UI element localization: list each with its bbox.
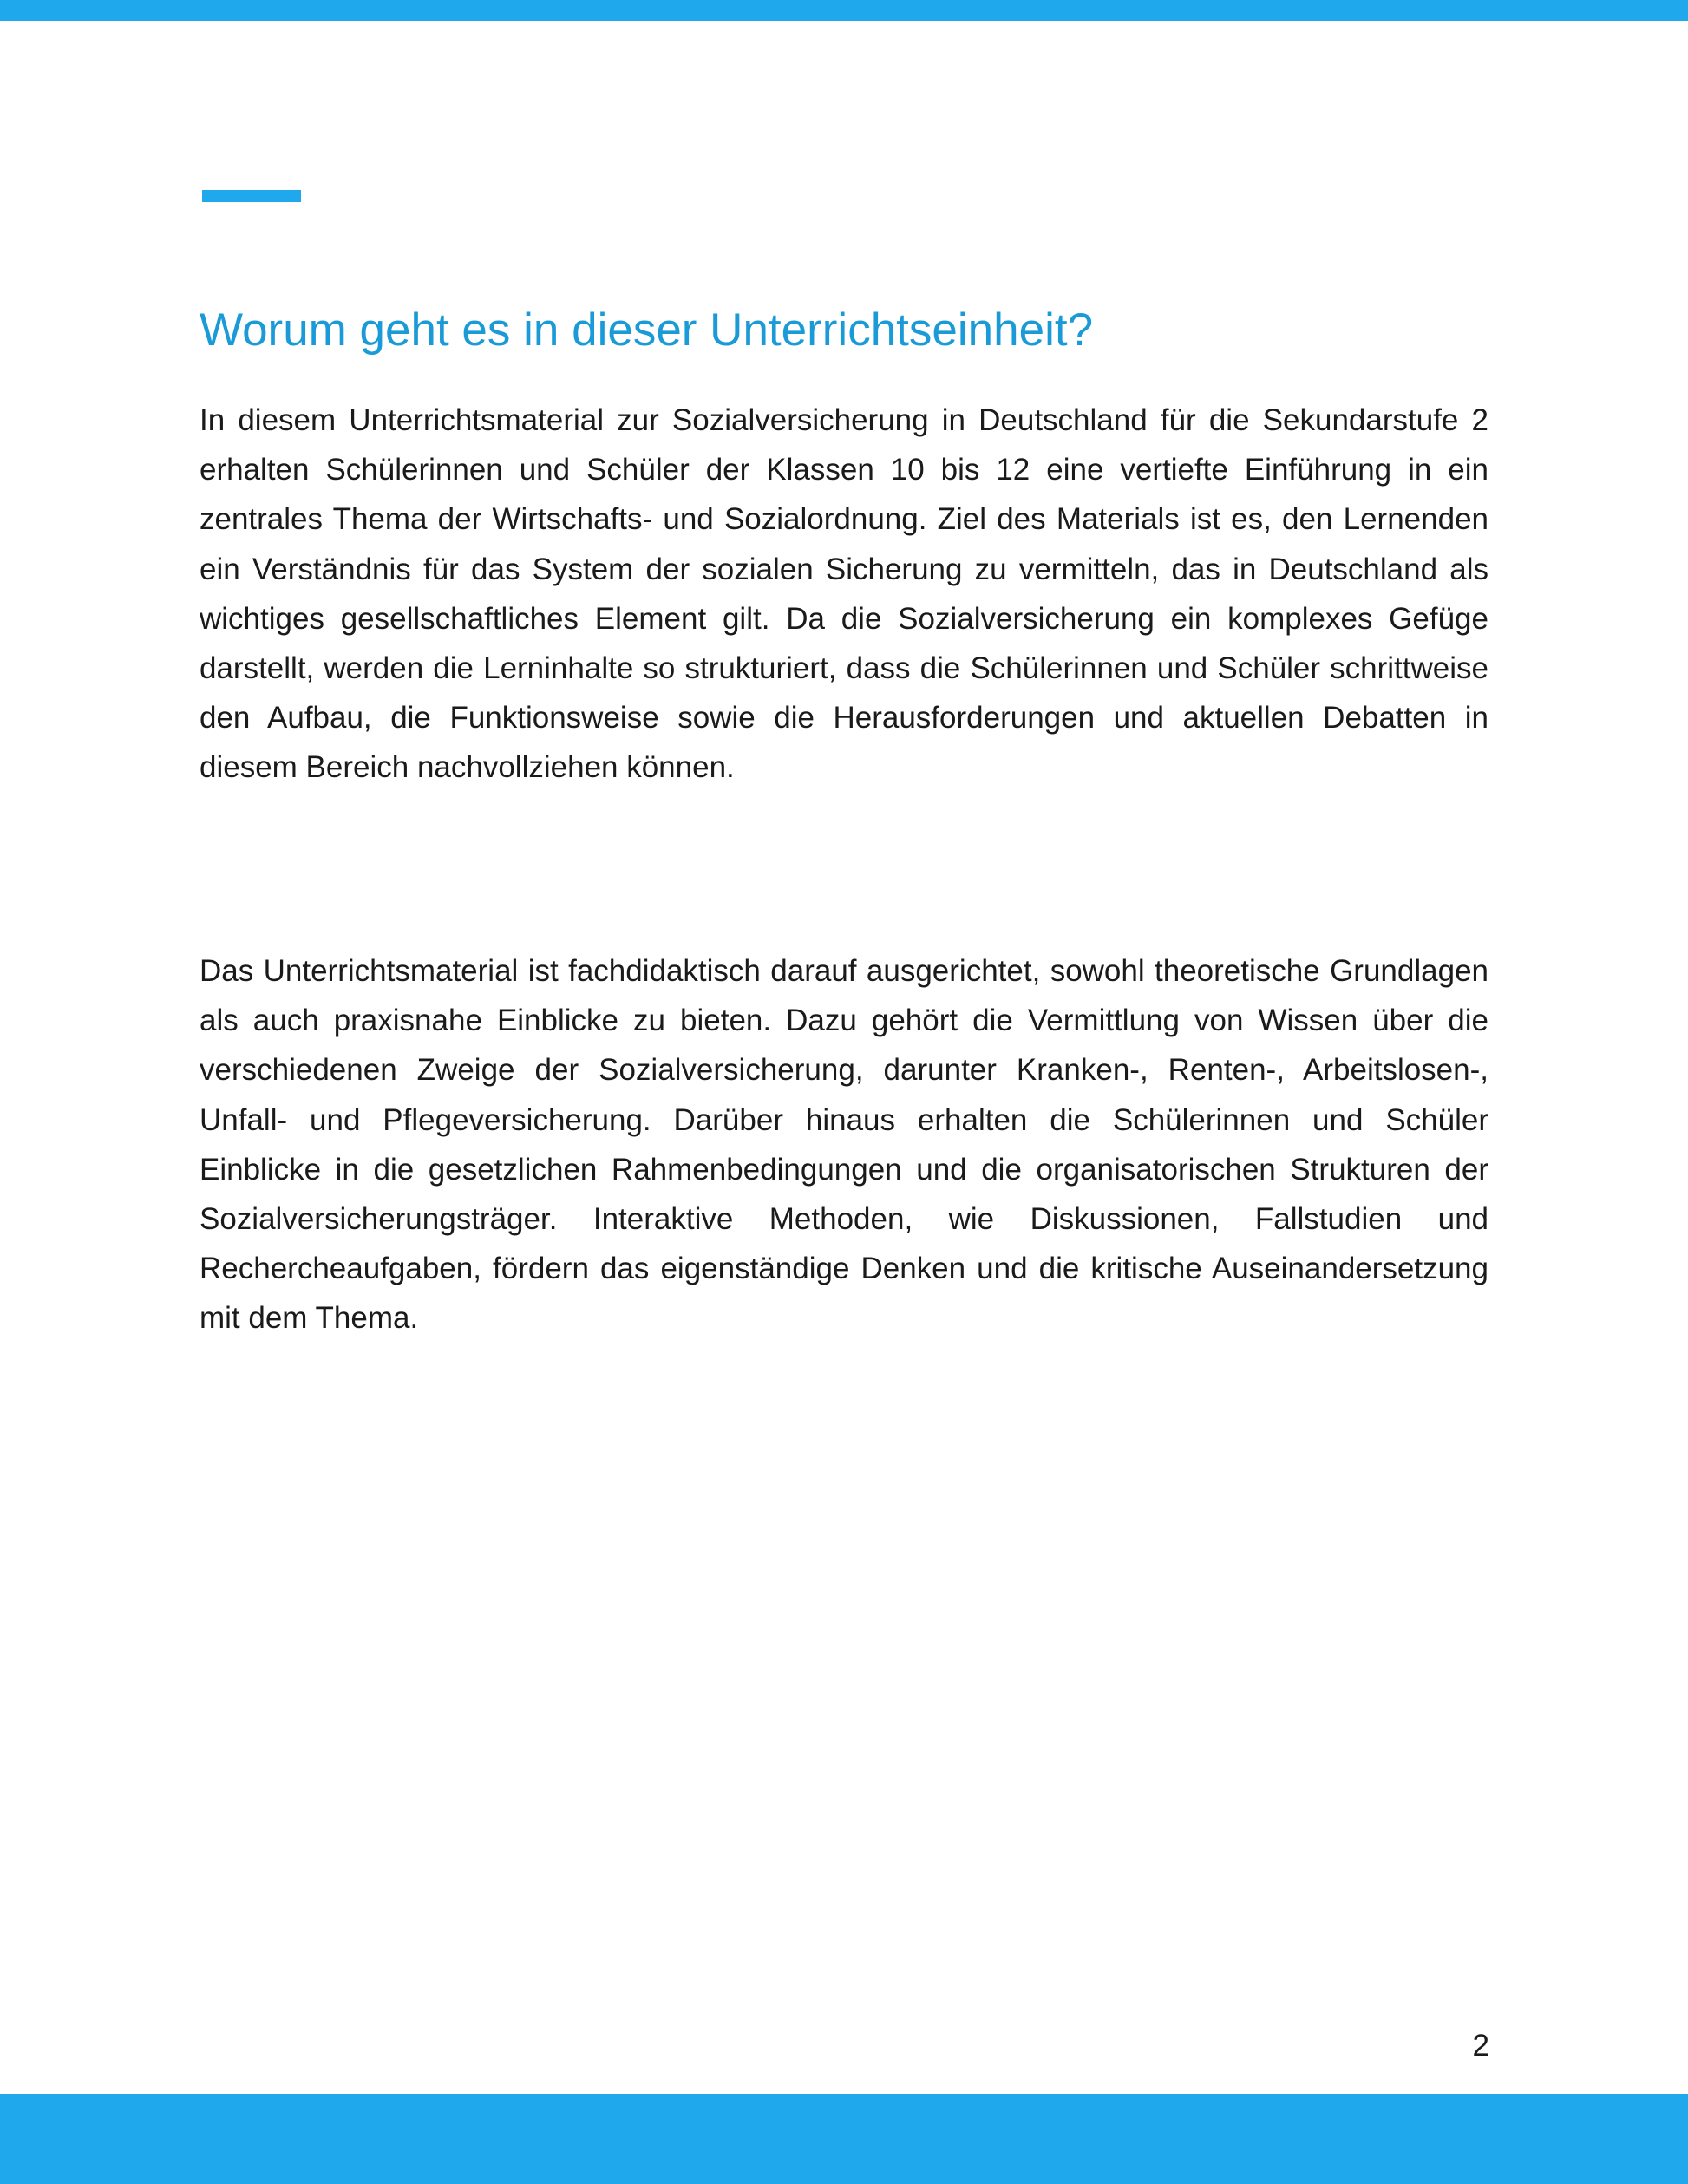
bottom-accent-band (0, 2094, 1688, 2184)
page-number: 2 (1472, 2029, 1489, 2063)
section-title: Worum geht es in dieser Unterrichtseinheit? (200, 304, 1094, 356)
top-accent-band (0, 0, 1688, 21)
title-accent-dash (202, 190, 301, 202)
body-paragraph-1: In diesem Unterrichtsmaterial zur Sozialversicherung in Deutschland für die Sekundarstufe 2 erhalten Schülerinnen und Schüler der Klassen 10 bis 12 eine vertiefte Einführung in ein zentrales Thema der Wirtschafts- und Sozialordnung. Ziel des Materials ist es, den Lernenden ein Verständnis für das System der sozialen Sicherung zu vermitteln, das in Deutschland als wichtiges gesellschaftliches Element gilt. Da die Sozialversicherung ein komplexes Gefüge darstellt, werden die Lerninhalte so strukturiert, dass die Schülerinnen und Schüler schrittweise den Aufbau, die Funktionsweise sowie die Herausforderungen und aktuellen Debatten in diesem Bereich nachvollziehen können. (200, 403, 1488, 785)
body-paragraph-2: Das Unterrichtsmaterial ist fachdidaktisch darauf ausgerichtet, sowohl theoretische Grundlagen als auch praxisnahe Einblicke zu bieten. Dazu gehört die Vermittlung von Wissen über die verschiedenen Zweige der Sozialversicherung, darunter Kranken-, Renten-, Arbeitslosen-, Unfall- und Pflegeversicherung. Darüber hinaus erhalten die Schülerinnen und Schüler Einblicke in die gesetzlichen Rahmenbedingungen und die organisatorischen Strukturen der Sozialversicherungsträger. Interaktive Methoden, wie Diskussionen, Fallstudien und Rechercheaufgaben, fördern das eigenständige Denken und die kritische Auseinandersetzung mit dem Thema. (200, 954, 1488, 1336)
